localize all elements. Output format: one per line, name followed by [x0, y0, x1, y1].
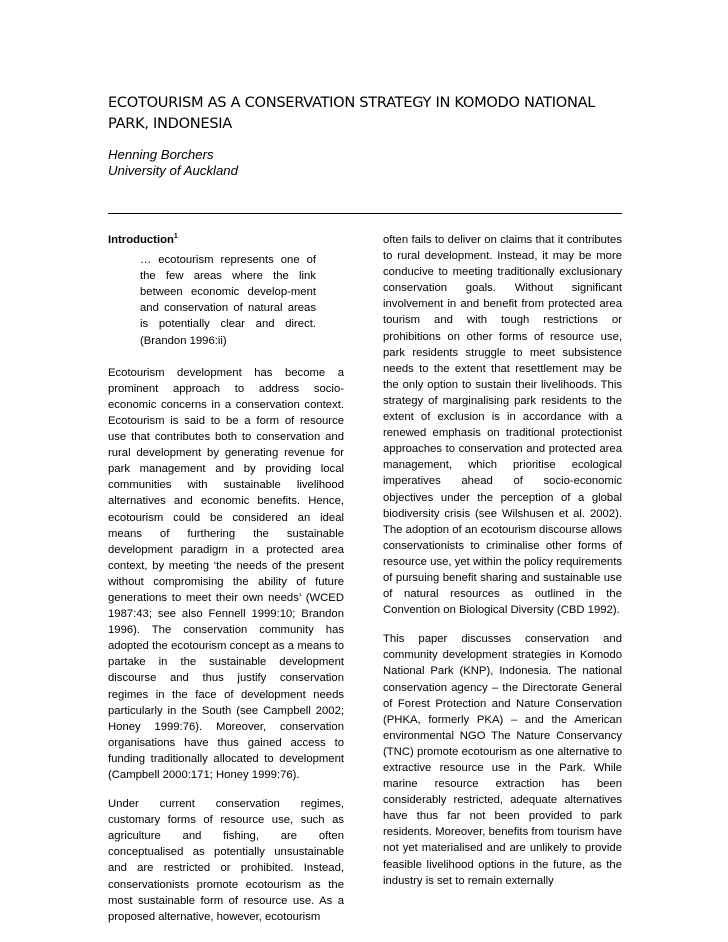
left-paragraph-1: Ecotourism development has become a prominent approach to address socio-economic concerns in a conservation context. Ecotourism is said to be a form of resource use that contributes both to conservation and rural development by generating revenue for park management and by providing local communities with sustainable livelihood alternatives and economic benefits. Hence, ecotourism could be considered an ideal means of furthering the sustainable development paradigm in a protected area context, by meeting ‘the needs of the present without compromising the ability of future generations to meet their own needs’ (WCED 1987:43; see also Fennell 1999:10; Brandon 1996). The conservation community has adopted the ecotourism concept as a means to partake in the sustainable development discourse and thus justify conservation regimes in the face of development needs particularly in the South (see Campbell 2002; Honey 1999:76). Moreover, conservation organisations have thus gained access to funding traditionally allocated to development (Campbell 2000:171; Honey 1999:76). [108, 366, 344, 781]
author-name: Henning Borchers [108, 147, 214, 162]
section-heading [108, 232, 344, 248]
header-rule [108, 213, 622, 214]
byline [108, 147, 238, 179]
right-column [383, 232, 622, 889]
section-heading-text: Introduction [108, 234, 174, 246]
author-affiliation: University of Auckland [108, 163, 238, 178]
left-paragraph-2: Under current conservation regimes, customary forms of resource use, such as agriculture and fishing, are often conceptualised as potentially unsustainable and are restricted or prohibited. Instead, conservationists promote ecotourism as the most sustainable form of resource use. As a proposed alternative, however, ecotourism [108, 798, 344, 923]
right-paragraph-1: often fails to deliver on claims that it contributes to rural development. Instead, it may be more conducive to meeting traditionally exclusionary conservation goals. Without significant involvement in and benefit from protected area tourism and with tough restrictions or prohibitions on other forms of resource use, park residents struggle to meet subsistence needs to the extent that resettlement may be the only option to sustain their livelihoods. This strategy of marginalising park residents to the extent of exclusion is in accordance with a renewed emphasis on traditional protectionist approaches to conservation and protected area management, which prioritise ecological imperatives ahead of socio-economic objectives under the perception of a global biodiversity crisis (see Wilshusen et al. 2002). The adoption of an ecotourism discourse allows conservationists to criminalise other forms of resource use, yet within the policy requirements of pursuing benefit sharing and sustainable use of natural resources as outlined in the Convention on Biological Diversity (CBD 1992). [383, 234, 622, 617]
left-column [108, 232, 344, 925]
footnote-marker: 1 [173, 233, 178, 241]
epigraph: … ecotourism represents one of the few areas where the link between economic develop-ment and conservation of natural areas is potentially clear and direct. (Brandon 1996:ii) [140, 254, 316, 347]
article-title: ECOTOURISM AS A CONSERVATION STRATEGY IN KOMODO NATIONAL PARK, INDONESIA [108, 94, 596, 132]
right-paragraph-2: This paper discusses conservation and community development strategies in Komodo National Park (KNP), Indonesia. The national conservation agency – the Directorate General of Forest Protection and Nature Conservation (PHKA, formerly PKA) – and the American environmental NGO The Nature Conservancy (TNC) promote ecotourism as one alternative to extractive resource use in the Park. While marine resource extraction has been considerably restricted, adequate alternatives have thus far not been provided to park residents. Moreover, benefits from tourism have not yet materialised and are unlikely to provide feasible livelihood options in the future, as the industry is set to remain externally [383, 633, 622, 887]
